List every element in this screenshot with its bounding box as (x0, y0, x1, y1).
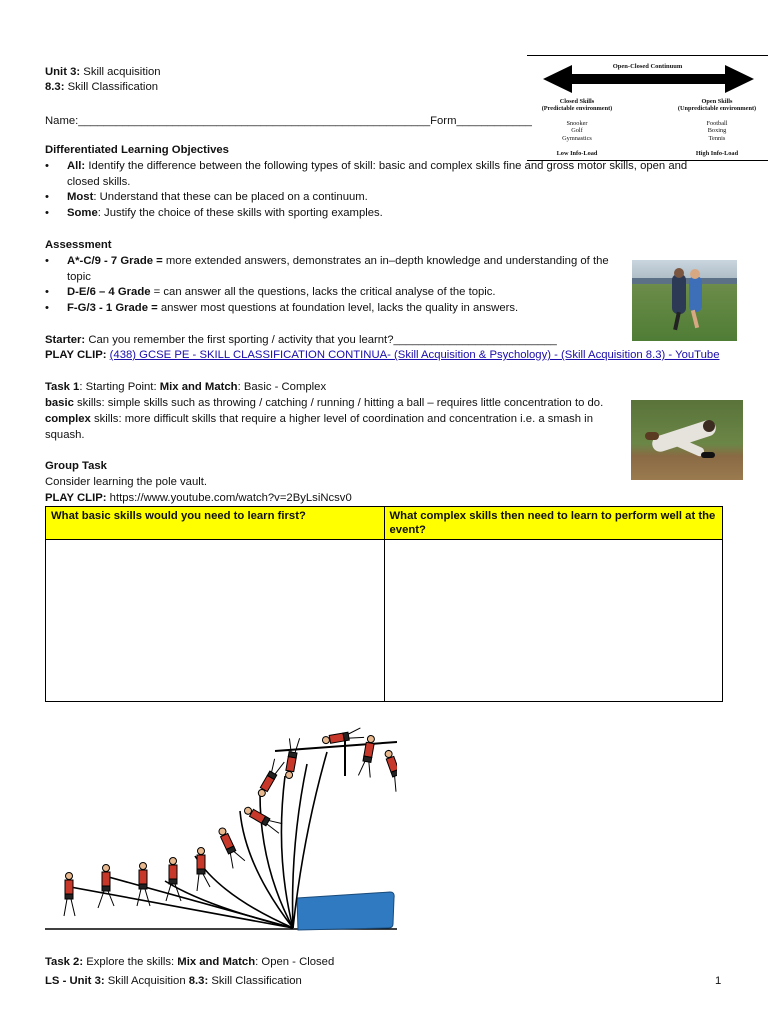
task2-title: Task 2: Explore the skills: Mix and Match: Open - Closed (45, 956, 335, 968)
play-clip-label: PLAY CLIP: (45, 349, 107, 361)
open-skills-block (667, 98, 767, 157)
basic-skills-answer-cell[interactable] (46, 540, 385, 702)
mix-match-label: Mix and Match (159, 381, 238, 393)
unit-title (45, 65, 161, 81)
page-number: 1 (715, 975, 722, 987)
form-field[interactable]: ____________ (456, 115, 532, 127)
sub-text: Skill Classification (67, 81, 159, 93)
grade-band-high: • A*-C/9 - 7 Grade = more extended answers, demonstrates an in–depth knowledge and understanding of the topic (45, 254, 630, 285)
play-clip-label: PLAY CLIP: (45, 492, 107, 504)
closed-skill-item: Golf (571, 127, 583, 135)
youtube-link[interactable]: (438) GCSE PE - SKILL CLASSIFICATION CONTINUA- (Skill Acquisition & Psychology) - (Skill Acquisition 8.3) - YouTube (109, 349, 720, 361)
form-label: Form (430, 115, 457, 127)
unit-text: Skill acquisition (83, 66, 161, 78)
high-info-load: High Info-Load (695, 150, 739, 158)
complex-skills-answer-cell[interactable] (384, 540, 723, 702)
pole-vault-url[interactable]: https://www.youtube.com/watch?v=2ByLsiNcsv0 (109, 492, 352, 504)
name-form-line (45, 114, 532, 130)
open-skill-item: Football (706, 119, 728, 127)
diving-catch-photo (631, 400, 743, 480)
group-task-text: Consider learning the pole vault. (45, 476, 208, 488)
open-skills-sub: (Unpredictable environment) (677, 105, 757, 113)
group-clip-line (45, 491, 352, 507)
continuum-title: Open-Closed Continuum (612, 63, 683, 70)
group-task-heading: Group Task (45, 460, 107, 472)
objectives-heading: Differentiated Learning Objectives (45, 144, 229, 156)
running-photo (632, 260, 737, 341)
closed-skill-item: Snooker (566, 119, 588, 127)
closed-skill-item: Gymnastics (562, 134, 592, 142)
complex-definition: complex skills: more difficult skills that require a higher level of coordination and concentration i.e. a smash in squash. (45, 413, 593, 441)
objective-most: • Most: Understand that these can be placed on a continuum. (45, 190, 745, 206)
closed-skills-block (527, 98, 627, 157)
sub-label: 8.3: (45, 81, 65, 93)
open-skill-item: Tennis (708, 134, 726, 142)
complex-skills-column-header: What complex skills then need to learn to perform well at the event? (384, 507, 723, 540)
objective-some: • Some: Justify the choice of these skills with sporting examples. (45, 206, 745, 222)
assessment-heading: Assessment (45, 239, 112, 251)
task1-title: Task 1: Starting Point: Mix and Match: Basic - Complex (45, 381, 327, 393)
starter-clip-line (45, 348, 720, 364)
starter-answer-field[interactable]: __________________________ (393, 334, 557, 346)
task1-label: Task 1 (45, 381, 80, 393)
pole-vault-sequence-illustration (45, 716, 397, 938)
open-skills-heading: Open Skills (701, 98, 733, 105)
grade-band-mid: • D-E/6 – 4 Grade = can answer all the questions, lacks the critical analyse of the topic. (45, 285, 630, 301)
closed-skills-sub: (Predictable environment) (541, 105, 613, 113)
grade-band-low: • F-G/3 - 1 Grade = answer most questions at foundation level, lacks the quality in answers. (45, 301, 630, 317)
name-label: Name: (45, 115, 79, 127)
starter-question: Can you remember the first sporting / activity that you learnt? (88, 334, 394, 346)
page-footer: LS - Unit 3: Skill Acquisition 8.3: Skill Classification (45, 975, 302, 987)
continuum-diagram (527, 55, 768, 161)
basic-definition: basic skills: simple skills such as throwing / catching / running / hitting a ball – requires little concentration to do. (45, 397, 604, 409)
assessment-list (45, 254, 630, 316)
objectives-list (45, 159, 745, 221)
starter-line (45, 333, 557, 349)
skills-table (45, 506, 723, 702)
name-field[interactable]: ________________________________________________________ (78, 115, 431, 127)
basic-skills-column-header: What basic skills would you need to learn first? (46, 507, 385, 540)
mix-match-label: Mix and Match (177, 956, 256, 968)
unit-label: Unit 3: (45, 66, 81, 78)
starter-label: Starter: (45, 334, 86, 346)
objective-all: • All: Identify the difference between the following types of skill: basic and complex skills fine and gross motor skills, open and closed skills. (45, 159, 745, 190)
task2-label: Task 2: (45, 956, 84, 968)
footer-label: LS - Unit 3: (45, 975, 105, 987)
open-skill-item: Boxing (707, 127, 727, 135)
closed-skills-heading: Closed Skills (559, 98, 595, 105)
low-info-load: Low Info-Load (556, 150, 598, 158)
sub-title (45, 80, 158, 96)
